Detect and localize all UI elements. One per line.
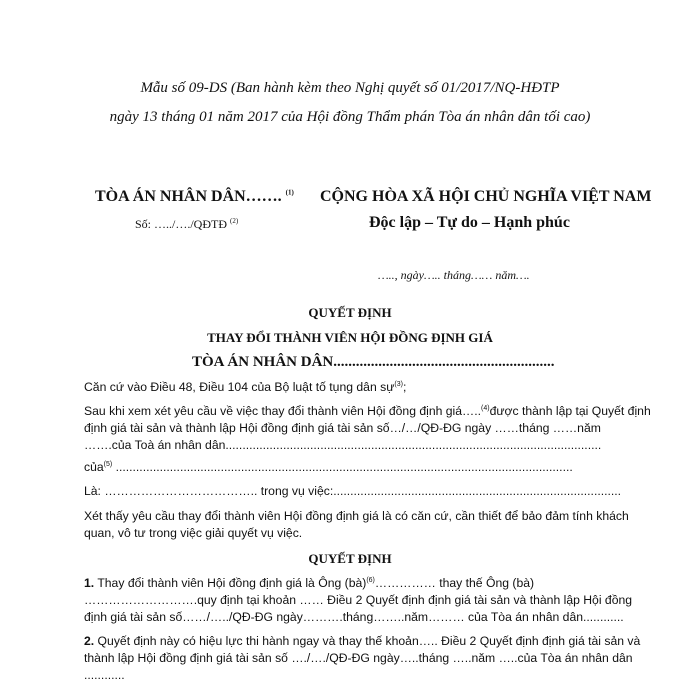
requester-blank: ....................................................................................................................................... xyxy=(112,460,573,474)
template-reference-line-1: Mẫu số 09-DS (Ban hành kèm theo Nghị quyết số 01/2017/NQ-HĐTP xyxy=(140,80,560,96)
review-paragraph-note: (4) xyxy=(481,404,490,412)
article-2-number: 2. xyxy=(84,634,95,648)
consideration-line-2: quan, vô tư trong việc giải quyết vụ việc. xyxy=(84,526,303,540)
review-paragraph-line-2: định giá tài sản và thành lập Hội đồng định giá tài sản số…/…/QĐ-ĐG ngày ……tháng ……năm xyxy=(84,421,601,435)
republic-title: CỘNG HÒA XÃ HỘI CHỦ NGHĨA VIỆT NAM xyxy=(320,188,652,205)
place-date-line: ….., ngày….. tháng…… năm…. xyxy=(378,268,530,282)
article-2-text: Quyết định này có hiệu lực thi hành ngay và thay thế khoản….. Điều 2 Quyết định định giá tài sản và xyxy=(94,634,641,648)
article-1-line-2: ……………………….quy định tại khoản …… Điều 2 Quyết định định giá tài sản và thành lập Hội đồng xyxy=(84,593,633,607)
legal-basis-end: ; xyxy=(402,380,407,394)
article-1-text-b: …………… thay thế Ông (bà) xyxy=(374,576,535,590)
national-motto: Độc lập – Tự do – Hạnh phúc xyxy=(369,214,570,231)
article-1-number: 1. xyxy=(84,576,95,590)
requester-note: (5) xyxy=(103,460,113,468)
court-header-note: (1) xyxy=(285,188,294,197)
legal-basis-note: (3) xyxy=(394,380,403,388)
legal-basis-text: Căn cứ vào Điều 48, Điều 104 của Bộ luật tố tụng dân sự xyxy=(84,380,395,394)
issuing-court-name: TÒA ÁN NHÂN DÂN........................................................... xyxy=(192,354,555,370)
decision-subject: THAY ĐỔI THÀNH VIÊN HỘI ĐỒNG ĐỊNH GIÁ xyxy=(207,330,493,345)
article-1-note: (6) xyxy=(366,576,375,584)
decide-heading: QUYẾT ĐỊNH xyxy=(308,551,392,566)
article-2-line-1 xyxy=(84,634,640,648)
role-case-line: Là: ……………………………….. trong vụ việc:..................................................................................... xyxy=(84,484,622,498)
template-reference-line-2: ngày 13 tháng 01 năm 2017 của Hội đồng Thẩm phán Tòa án nhân dân tối cao) xyxy=(109,109,591,125)
court-header-text: TÒA ÁN NHÂN DÂN……. xyxy=(95,188,282,205)
article-1-text-a: Thay đổi thành viên Hội đồng định giá là Ông (bà) xyxy=(94,576,367,590)
review-paragraph-part-a: Sau khi xem xét yêu cầu về việc thay đổi thành viên Hội đồng định giá….. xyxy=(84,404,482,418)
review-paragraph-line-1 xyxy=(84,404,651,418)
consideration-line-1: Xét thấy yêu cầu thay đổi thành viên Hội đồng định giá là có căn cứ, cần thiết để bảo đảm tính khách xyxy=(84,509,629,523)
decision-title: QUYẾT ĐỊNH xyxy=(308,305,392,320)
article-2-line-2: thành lập Hội đồng định giá tài sản số …./…./QĐ-ĐG ngày…..tháng …..năm …..của Tòa án nhân dân xyxy=(84,651,633,665)
decision-number-note: (2) xyxy=(230,217,239,225)
review-paragraph-part-b: được thành lập tại Quyết định xyxy=(489,404,651,418)
requester-label: của xyxy=(84,460,104,474)
court-header xyxy=(95,188,294,206)
review-paragraph-line-3: …….của Toà án nhân dân............................................................................................................... xyxy=(84,438,602,452)
decision-number-text: Số: …../…./QĐTĐ xyxy=(135,217,228,231)
article-2-line-3: ............ xyxy=(84,668,125,682)
requester-line xyxy=(84,460,573,474)
decision-number xyxy=(135,217,238,232)
legal-basis xyxy=(84,380,406,394)
article-1-line-3: định giá tài sản số……/…../QĐ-ĐG ngày……….tháng……..năm……… của Tòa án nhân dân............ xyxy=(84,610,624,624)
article-1-line-1 xyxy=(84,576,534,590)
